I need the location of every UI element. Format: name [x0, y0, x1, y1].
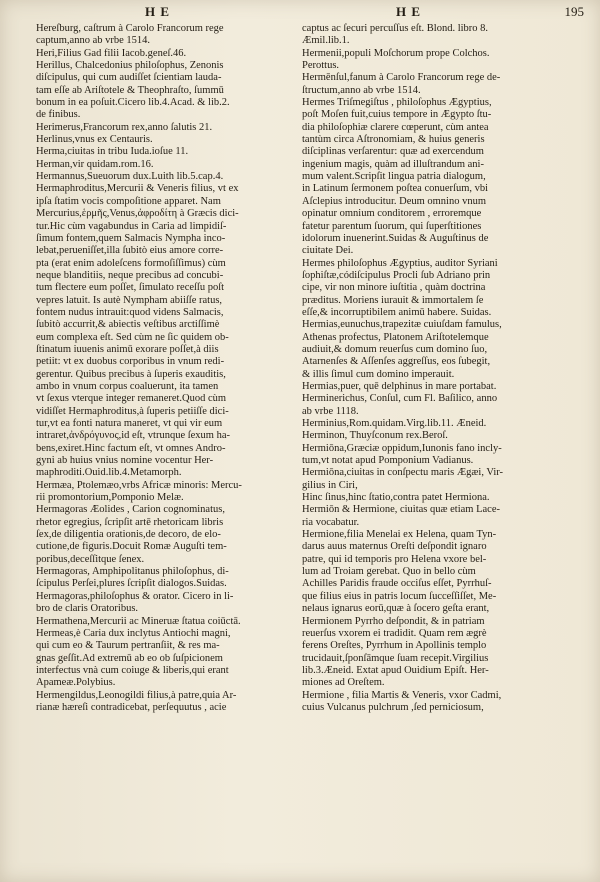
dictionary-entry [36, 566, 308, 591]
dictionary-entry [36, 122, 308, 134]
entry-line: bonum in ea poſuit.Cicero lib.4.Acad. & lib.2. [36, 97, 230, 109]
running-head-right-letters: H E [396, 4, 422, 19]
entry-line: de finibus. [36, 109, 81, 121]
entry-headline: Herman,vir quidam.rom.16. [36, 158, 154, 170]
dictionary-entry [36, 183, 308, 479]
entry-headline: Hermenii,populi Moſchorum prope Colchos. [302, 47, 490, 59]
entry-headline: Herma,ciuitas in tribu Iuda.ioſue 11. [36, 146, 189, 158]
entry-line: ſophiſtæ,códiſcipulus Procli ſub Adriano prin [302, 269, 491, 281]
entry-line: diſcipulus, qui cum audiſſet ſcientiam lauda- [36, 72, 222, 84]
entry-headline: Hermannus,Sueuorum dux.Luith lib.5.cap.4. [36, 171, 224, 183]
entry-line: que filius eius in patris locum ſucceſſiſſet, Me- [302, 590, 497, 602]
entry-headline: Hinc ſinus,hinc ſtatio,contra patet Hermiona. [302, 492, 490, 504]
entry-line: rii promontorium,Pomponio Melæ. [36, 492, 184, 504]
entry-headline: Hermengildus,Leonogildi filius,à patre,quia Ar- [36, 689, 237, 701]
dictionary-entry [302, 467, 578, 492]
entry-line: Athenas profectus, Platonem Ariſtotelemque [302, 331, 489, 343]
entry-line: Achilles Paridis fraude occiſus eſſet, Pyrrhuſ- [302, 578, 492, 590]
entry-line: poribus,deceſſitque ſenex. [36, 553, 145, 565]
entry-line: dia philoſophiæ clarere cœperunt, cùm antea [302, 121, 489, 133]
entry-line: gilius in Ciri, [302, 479, 358, 491]
entry-line: cipe, vir non minore iuſtitia , quàm doctrina [302, 282, 486, 294]
entry-line: cuius Vulcanus pulchrum ,ſed perniciosum, [302, 701, 484, 713]
entry-headline: Hermiōna,ciuitas in conſpectu maris Ægæi, Vir- [302, 467, 504, 479]
entry-line: gerentur. Quibus precibus à ſuperis exauditis, [36, 368, 226, 380]
right-column [302, 23, 578, 714]
dictionary-entry [36, 159, 308, 171]
entry-headline: Hermes Triſmegiſtus , philoſophus Ægyptius, [302, 97, 492, 109]
entry-line: præditus. Moriens iurauit & immortalem ſe [302, 294, 484, 306]
entry-line: audiuit,& domum reuerſus cum domino ſuo, [302, 343, 488, 355]
dictionary-entry [302, 504, 578, 529]
entry-headline: Hermæa, Ptolemæo,vrbs Africæ minoris: Mercu- [36, 479, 242, 491]
entry-line: petiit: vt ex duobus corporibus in vnum redi- [36, 356, 225, 368]
entry-headline: Hermagoras Æolides , Carion cognominatus, [36, 504, 225, 516]
dictionary-entry [302, 72, 578, 97]
entry-line: reuerſus vxorem ei tradidit. Quam rem ægrè [302, 627, 487, 639]
dictionary-entry [302, 319, 578, 381]
dictionary-entry [36, 171, 308, 183]
dictionary-entry [36, 23, 308, 48]
entry-line: qui cum eo & Taurum pertranſiit, & res ma- [36, 640, 220, 652]
entry-line: lib.3.Æneid. Extat apud Ouidium Epiſt. Her- [302, 664, 489, 676]
dictionary-entry [302, 418, 578, 430]
entry-line: idolorum inuenerint.Suidas & Auguſtinus de [302, 232, 489, 244]
dictionary-entry [302, 492, 578, 504]
entry-headline: Herminius,Rom.quidam.Virg.lib.11. Æneid. [302, 418, 487, 429]
entry-line: vepres latuit. Is autè Nympham abiiſſe ratus, [36, 294, 223, 306]
entry-line: darus auus maternus Oreſti deſpondit ignaro [302, 541, 487, 553]
entry-line: Aſclepius introducitur. Deum omnino vnum [302, 195, 487, 207]
entry-line: tur,vt ea fonti natura maneret, vt qui vir eum [36, 418, 223, 429]
entry-headline: Hermēnſul,fanum à Carolo Francorum rege de- [302, 72, 501, 84]
entry-headline: Hermagoras, Amphipolitanus philoſophus, di- [36, 566, 229, 578]
entry-line: Mercurius,ἑρμῆς,Venus,ἀφροδίτη à Græcis dici- [36, 208, 239, 220]
page-number: 195 [564, 4, 584, 19]
dictionary-entry [36, 480, 308, 505]
entry-headline: captus ac ſecuri percuſſus eſt. Blond. libro 8. [302, 23, 489, 34]
entry-line: opinatur omnium conditorem , erroremque [302, 208, 482, 220]
entry-line: gnas geſſit.Ad extremū ab eo ob ſuſpicionem [36, 652, 223, 664]
running-head-left: H E [145, 4, 171, 19]
entry-line: interfectus vnà cum coiuge & liberis,qui erant [36, 664, 229, 676]
entry-line: neque blanditiis, neque precibus ad concubi- [36, 269, 224, 281]
entry-line: vt ſexus vterque integer remaneret.Quod cùm [36, 393, 227, 405]
entry-line: ſex,de diligentia orationis,de decoro, de elo- [36, 529, 221, 541]
entry-headline: Herimerus,Francorum rex,anno ſalutis 21. [36, 121, 213, 133]
entry-line: patre, qui id temporis pro Helena vxore bel- [302, 553, 487, 565]
entry-headline: Herlinus,vnus ex Centauris. [36, 134, 153, 146]
dictionary-entry [36, 504, 308, 566]
entry-line: tam eſſe ab Ariſtotele & Theophraſto, ſummū [36, 84, 224, 96]
entry-line: tur.Hic cùm vagabundus in Caria ad limpidiſ- [36, 220, 227, 232]
entry-line: ipſa ſtatim vocis compoſitione apparet. Nam [36, 195, 221, 207]
entry-headline: Heri,Filius Gad filii Iacob.geneſ.46. [36, 47, 187, 59]
entry-line: rhetor egregius, ſcripſit artē rhetoricam libris [36, 516, 224, 528]
entry-headline: Hermagoras,philoſophus & orator. Cicero in li- [36, 590, 234, 602]
running-head [0, 4, 600, 24]
entry-headline: Hereſburg, caſtrum à Carolo Francorum rege [36, 23, 224, 34]
entry-line: ria vocabatur. [302, 516, 360, 528]
dictionary-entry [302, 48, 578, 73]
entry-headline: Hermiōn & Hermione, ciuitas quæ etiam Lace- [302, 504, 500, 516]
entry-line: tum,vt notat apud Pomponium Vadianus. [302, 455, 474, 467]
entry-line: tum flectere eum poſſet, ſimulato receſſu poſt [36, 282, 225, 294]
entry-line: miones ad Oreſtem. [302, 677, 385, 689]
entry-line: eſſe,& incorruptibilem animū habere. Suidas. [302, 306, 492, 318]
dictionary-entry [36, 690, 308, 715]
dictionary-entry [302, 23, 578, 48]
entry-line: bens,exiret.Hinc factum eſt, vt omnes Andro- [36, 442, 226, 454]
dictionary-entry [302, 443, 578, 468]
entry-line: poſt Moſen fuit,cuius tempore in Ægypto ſtu- [302, 109, 492, 121]
entry-line: bro de claris Oratoribus. [36, 603, 139, 615]
entry-line: Perottus. [302, 60, 340, 72]
entry-line: ambo in vnum corpus coaluerunt, ita tamen [36, 380, 219, 392]
entry-line: ſimum fontem,quem Salmacis Nympha inco- [36, 232, 226, 244]
entry-line: ſtinatum iuuenis animū exorare poſſet,à diis [36, 343, 219, 355]
entry-line: Æmil.lib.1. [302, 35, 350, 47]
entry-headline: Hermione , filia Martis & Veneris, vxor Cadmi, [302, 689, 502, 701]
entry-line: ſcipulus Perſei,plures ſcripſit dialogos.Suidas. [36, 578, 227, 590]
entry-headline: Herillus, Chalcedonius philoſophus, Zenonis [36, 60, 224, 72]
entry-line: ſubitò accurrit,& abiectis veſtibus arctiſſimè [36, 319, 220, 331]
entry-line: tantùm circa Aſtronomiam, & huius generis [302, 134, 485, 146]
entry-line: intraret,ἀνδρόγυνος,id eſt, vtrunque ſexum ha- [36, 430, 231, 442]
dictionary-entry [302, 393, 578, 418]
entry-line: maphroditi.Ouid.lib.4.Metamorph. [36, 467, 182, 479]
entry-headline: Hermeas,è Caria dux inclytus Antiochi magni, [36, 627, 231, 639]
entry-line: Apameæ.Polybius. [36, 677, 116, 689]
dictionary-entry [302, 430, 578, 442]
entry-line: vidiſſet Hermaphroditus,à ſuperis petiiſſe dici- [36, 405, 229, 417]
dictionary-entry [36, 134, 308, 146]
entry-line: pta (erat enim adoleſcens formoſiſſimus) cùm [36, 257, 226, 269]
entry-line: & illis ſimul cum domino imperauit. [302, 368, 455, 380]
entry-line: eum complexa eſt. Sed cùm ne ſic quidem ob- [36, 331, 229, 343]
entry-line: trucidauit,ſponſāmque ſuam recepit.Virgilius [302, 652, 489, 664]
entry-line: captum,anno ab vrbe 1514. [36, 35, 151, 47]
entry-headline: Hermione,filia Menelai ex Helena, quam Tyn- [302, 529, 497, 541]
entry-headline: Hermathena,Mercurii ac Mineruæ ſtatua coiūctā. [36, 615, 241, 627]
entry-line: cutione,de figuris.Docuit Romæ Auguſti tem- [36, 541, 227, 553]
entry-line: Hermionem Pyrrho deſpondit, & in patriam [302, 615, 485, 627]
entry-headline: Herminon, Thuyſconum rex.Beroſ. [302, 430, 448, 442]
entry-line: ferens Oreſtes, Pyrrhum in Apollinis templo [302, 640, 487, 652]
dictionary-entry [36, 616, 308, 628]
entry-line: fontem nudus intrauit:quod videns Salmacis, [36, 306, 224, 318]
entry-line: fatetur parentum ſuorum, qui ſuperſtitiones [302, 220, 482, 232]
entry-line: Atarnenſes & Aſſenſes aggreſſus, eos ſubegit, [302, 356, 491, 368]
dictionary-entry [36, 60, 308, 122]
entry-line: mum valent.Scripſit lingua patria dialogum, [302, 171, 486, 183]
entry-headline: Hermias,eunuchus,trapezitæ cuiuſdam famulus, [302, 319, 502, 331]
entry-line: lum ad Troiam gerebat. Quo in bello cùm [302, 566, 476, 578]
entry-headline: Hermias,puer, quē delphinus in mare portabat. [302, 380, 497, 392]
dictionary-entry [302, 97, 578, 257]
entry-line: lebat,perueniſſet,illa ſubitò eius amore corre- [36, 245, 224, 257]
dictionary-entry [36, 628, 308, 690]
entry-line: nelaus ignarus eorū,quæ à ſocero geſta erant, [302, 603, 490, 615]
entry-headline: Hermaphroditus,Mercurii & Veneris filius, vt ex [36, 183, 239, 195]
entry-line: in Latinum ſermonem poſtea conuerſum, vbi [302, 183, 489, 195]
entry-line: diſciplinas verſarentur: quæ ad exercendum [302, 146, 484, 158]
left-column [36, 23, 308, 714]
dictionary-entry [36, 146, 308, 158]
entry-headline: Herminerichus, Conſul, cum Fl. Baſilico, anno [302, 393, 498, 405]
dictionary-entry [302, 258, 578, 320]
entry-line: ſtructum,anno ab vrbe 1514. [302, 84, 421, 96]
entry-line: rianæ hæreſi contradicebat, perſequutus , acie [36, 701, 227, 713]
entry-line: ab vrbe 1118. [302, 405, 359, 417]
entry-line: ciuitate Dei. [302, 245, 354, 257]
entry-headline: Hermiōna,Græciæ oppidum,Iunonis fano incly- [302, 442, 502, 454]
dictionary-entry [302, 529, 578, 689]
dictionary-entry [36, 48, 308, 60]
entry-line: ingenium magis, quàm ad illuſtrandum ani- [302, 158, 484, 170]
entry-headline: Hermes philoſophus Ægyptius, auditor Syriani [302, 257, 498, 269]
dictionary-entry [36, 591, 308, 616]
entry-line: gyni ab huius vnius nomine vocentur Her- [36, 455, 214, 467]
dictionary-entry [302, 381, 578, 393]
dictionary-entry [302, 690, 578, 715]
